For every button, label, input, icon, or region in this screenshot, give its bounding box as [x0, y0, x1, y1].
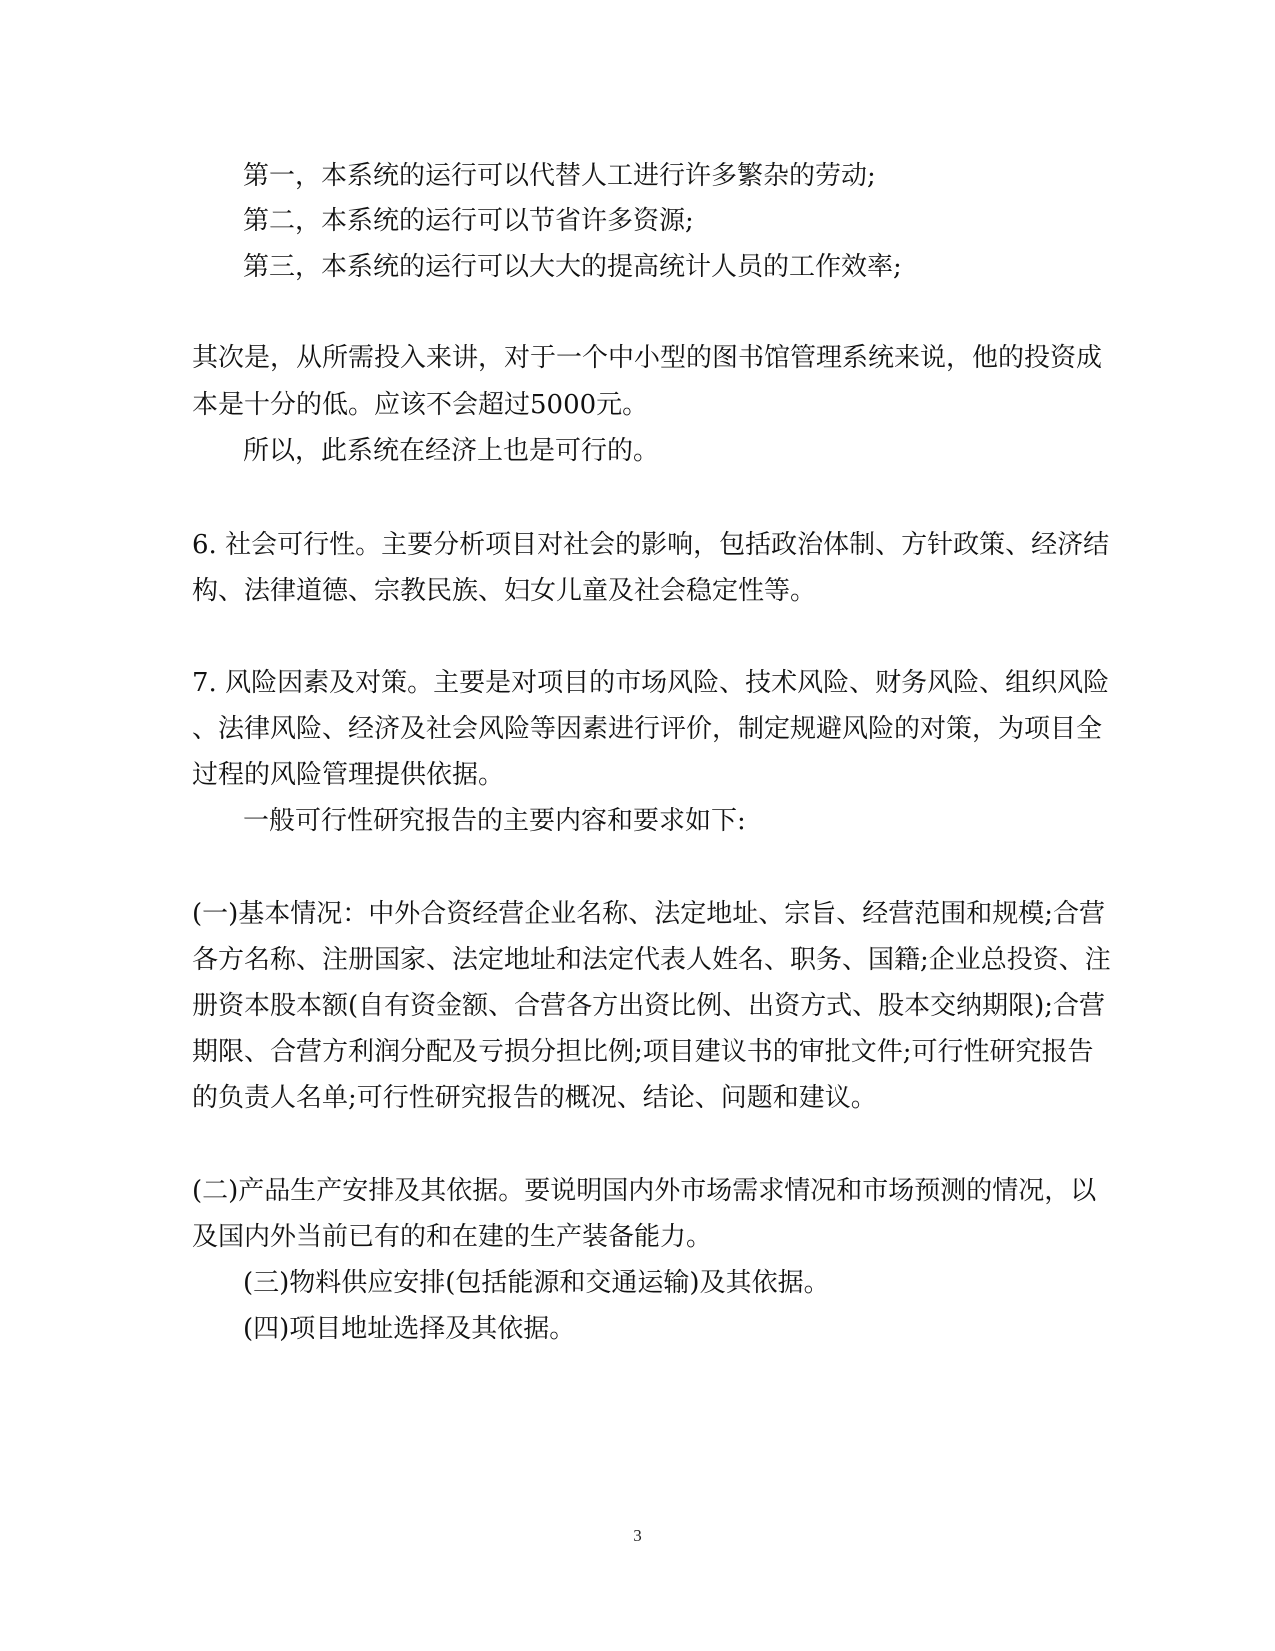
paragraph-line: (二)产品生产安排及其依据。要说明国内外市场需求情况和市场预测的情况，以: [192, 1176, 1097, 1206]
paragraph-line: 本是十分的低。应该不会超过5000元。: [192, 390, 649, 420]
paragraph-line: 其次是，从所需投入来讲，对于一个中小型的图书馆管理系统来说，他的投资成: [192, 343, 1103, 373]
paragraph-line: (一)基本情况：中外合资经营企业名称、法定地址、宗旨、经营范围和规模;合营: [192, 899, 1106, 929]
paragraph-line: 册资本股本额(自有资金额、合营各方出资比例、出资方式、股本交纳期限);合营: [192, 991, 1106, 1021]
page-number: 3: [633, 1526, 642, 1545]
paragraph-line: 第二，本系统的运行可以节省许多资源;: [243, 206, 694, 236]
paragraph-line: 、法律风险、经济及社会风险等因素进行评价，制定规避风险的对策，为项目全: [192, 714, 1103, 744]
paragraph-line: 一般可行性研究报告的主要内容和要求如下:: [243, 806, 746, 836]
paragraph-line: 各方名称、注册国家、法定地址和法定代表人姓名、职务、国籍;企业总投资、注: [192, 945, 1111, 975]
paragraph-line: (四)项目地址选择及其依据。: [243, 1314, 576, 1344]
paragraph-line: 过程的风险管理提供依据。: [192, 760, 505, 790]
paragraph-line: 第三，本系统的运行可以大大的提高统计人员的工作效率;: [243, 252, 902, 282]
paragraph-line: 的负责人名单;可行性研究报告的概况、结论、问题和建议。: [192, 1083, 877, 1113]
paragraph-line: 期限、合营方利润分配及亏损分担比例;项目建议书的审批文件;可行性研究报告: [192, 1037, 1094, 1067]
paragraph-line: 所以，此系统在经济上也是可行的。: [243, 436, 660, 466]
paragraph-line: 第一，本系统的运行可以代替人工进行许多繁杂的劳动;: [243, 161, 876, 191]
paragraph-line: 6. 社会可行性。主要分析项目对社会的影响，包括政治体制、方针政策、经济结: [192, 530, 1110, 560]
paragraph-line: (三)物料供应安排(包括能源和交通运输)及其依据。: [243, 1268, 830, 1298]
paragraph-line: 构、法律道德、宗教民族、妇女儿童及社会稳定性等。: [192, 576, 817, 606]
paragraph-line: 7. 风险因素及对策。主要是对项目的市场风险、技术风险、财务风险、组织风险: [192, 668, 1110, 698]
paragraph-line: 及国内外当前已有的和在建的生产装备能力。: [192, 1222, 713, 1252]
